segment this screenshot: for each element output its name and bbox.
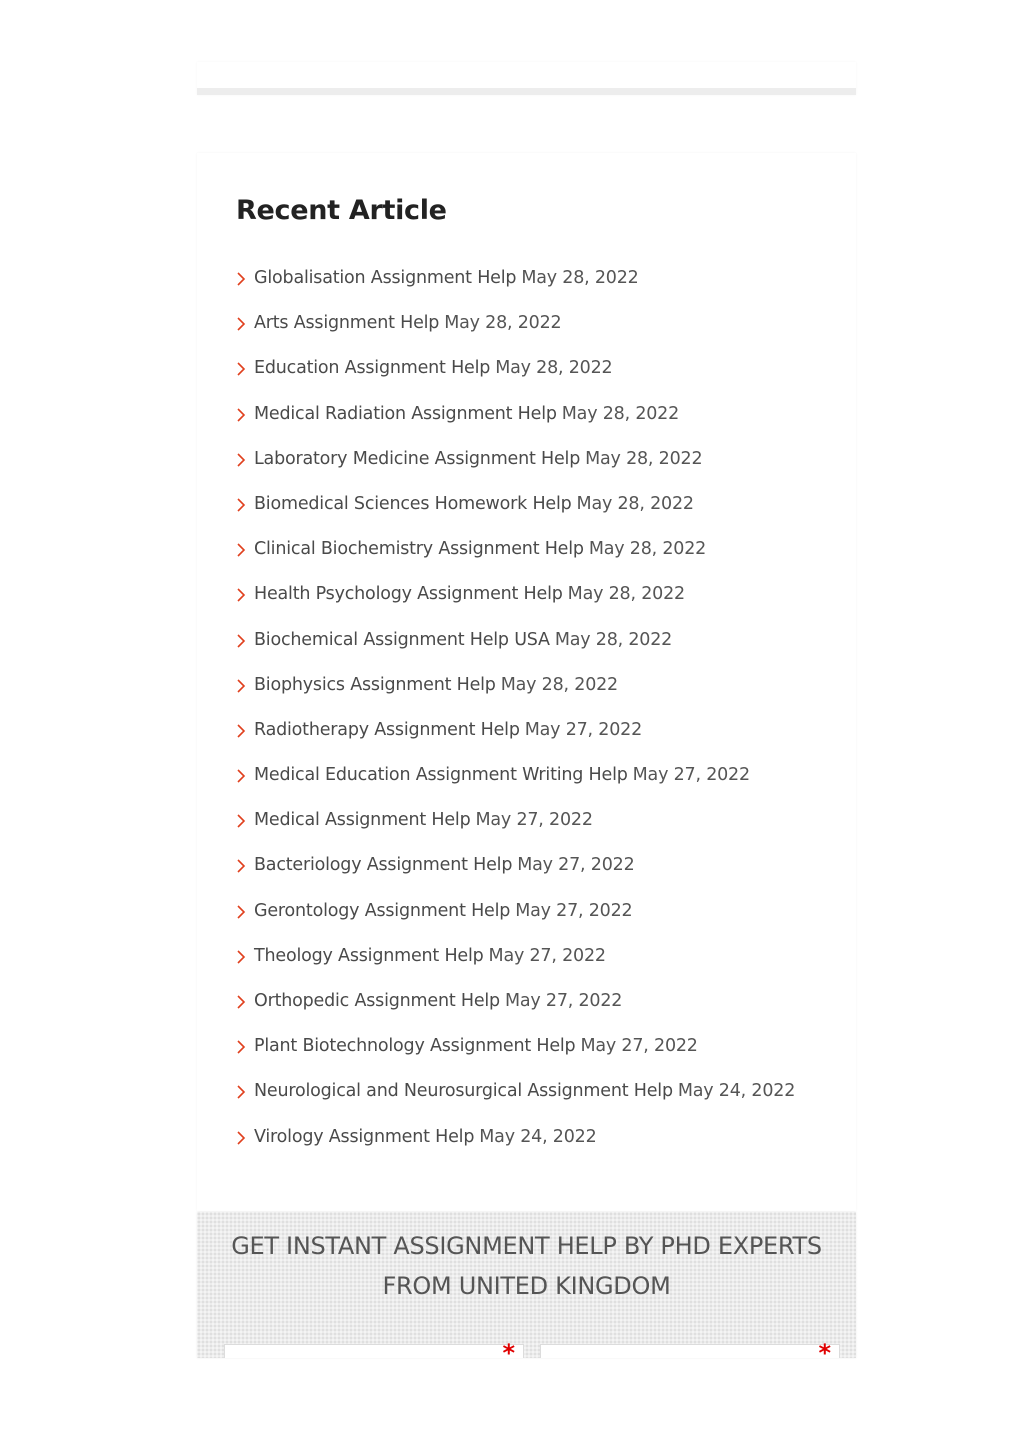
article-date: May 28, 2022: [500, 674, 618, 695]
chevron-right-icon: [236, 542, 246, 560]
chevron-right-icon: [236, 316, 246, 334]
article-link[interactable]: Arts Assignment Help: [254, 313, 440, 334]
list-item: [236, 449, 795, 494]
chevron-right-icon: [236, 813, 246, 831]
article-date: May 24, 2022: [677, 1081, 796, 1102]
article-link[interactable]: Education Assignment Help: [254, 358, 491, 379]
chevron-right-icon: [236, 723, 246, 741]
chevron-right-icon: [236, 361, 246, 379]
chevron-right-icon: [236, 858, 246, 876]
required-asterisk: *: [502, 1339, 515, 1358]
chevron-right-icon: [236, 678, 246, 696]
list-item: [236, 720, 795, 765]
article-link[interactable]: Biomedical Sciences Homework Help: [254, 493, 572, 514]
article-date: May 28, 2022: [554, 629, 673, 650]
list-item: [236, 1036, 795, 1081]
article-date: May 27, 2022: [632, 765, 750, 786]
article-link[interactable]: Medical Assignment Help: [254, 810, 471, 831]
article-date: May 27, 2022: [475, 810, 593, 831]
article-date: May 28, 2022: [495, 358, 613, 379]
article-date: May 27, 2022: [524, 719, 643, 740]
article-date: May 28, 2022: [576, 493, 694, 514]
article-date: May 28, 2022: [444, 313, 562, 334]
recent-articles-list: [236, 268, 795, 1172]
list-item: [236, 1081, 795, 1126]
chevron-right-icon: [236, 1039, 246, 1057]
article-date: May 27, 2022: [517, 855, 635, 876]
article-link[interactable]: Medical Radiation Assignment Help: [254, 403, 557, 424]
article-date: May 27, 2022: [504, 991, 623, 1011]
article-link[interactable]: Globalisation Assignment Help: [254, 268, 517, 288]
list-item: [236, 358, 795, 403]
chevron-right-icon: [236, 949, 246, 967]
chevron-right-icon: [236, 452, 246, 470]
article-link[interactable]: Clinical Biochemistry Assignment Help: [254, 539, 584, 560]
article-date: May 27, 2022: [580, 1036, 698, 1057]
article-link[interactable]: Biochemical Assignment Help USA: [254, 629, 550, 650]
widget-divider-bar: [197, 88, 856, 95]
instant-help-form-widget: [197, 1212, 856, 1358]
list-item: [236, 494, 795, 539]
article-date: May 27, 2022: [515, 900, 633, 921]
article-date: May 27, 2022: [488, 945, 606, 966]
article-link[interactable]: Gerontology Assignment Help: [254, 900, 511, 921]
email-input[interactable]: [540, 1339, 840, 1358]
article-date: May 28, 2022: [561, 403, 680, 424]
list-item: [236, 268, 795, 313]
list-item: [236, 404, 795, 449]
top-widget: [197, 62, 856, 95]
chevron-right-icon: [236, 497, 246, 515]
article-link[interactable]: Plant Biotechnology Assignment Help: [254, 1036, 576, 1057]
article-link[interactable]: Bacteriology Assignment Help: [254, 855, 513, 876]
list-item: [236, 630, 795, 675]
list-item: [236, 855, 795, 900]
article-link[interactable]: Biophysics Assignment Help: [254, 674, 496, 695]
article-link[interactable]: Neurological and Neurosurgical Assignment Help: [254, 1081, 673, 1102]
article-date: May 24, 2022: [479, 1126, 597, 1147]
chevron-right-icon: [236, 587, 246, 605]
article-date: May 28, 2022: [588, 539, 707, 560]
recent-articles-widget: [197, 153, 856, 1211]
chevron-right-icon: [236, 1130, 246, 1148]
name-input[interactable]: [224, 1339, 524, 1358]
list-item: [236, 901, 795, 946]
chevron-right-icon: [236, 1084, 246, 1102]
recent-articles-title: Recent Article: [236, 195, 447, 226]
list-item: [236, 991, 795, 1036]
article-link[interactable]: Theology Assignment Help: [254, 945, 484, 966]
article-date: May 28, 2022: [521, 268, 639, 288]
article-link[interactable]: Orthopedic Assignment Help: [254, 991, 500, 1011]
article-link[interactable]: Virology Assignment Help: [254, 1126, 475, 1147]
form-title-line-1: GET INSTANT ASSIGNMENT HELP BY PHD EXPERTS: [231, 1232, 822, 1260]
form-title: [217, 1226, 836, 1306]
chevron-right-icon: [236, 994, 246, 1012]
form-title-line-2: FROM UNITED KINGDOM: [382, 1272, 671, 1300]
article-link[interactable]: Health Psychology Assignment Help: [254, 584, 563, 605]
list-item: [236, 675, 795, 720]
article-link[interactable]: Radiotherapy Assignment Help: [254, 719, 520, 740]
list-item: [236, 765, 795, 810]
article-date: May 28, 2022: [567, 584, 685, 605]
list-item: [236, 946, 795, 991]
article-link[interactable]: Medical Education Assignment Writing Help: [254, 765, 628, 786]
chevron-right-icon: [236, 768, 246, 786]
list-item: [236, 810, 795, 855]
article-date: May 28, 2022: [585, 448, 703, 469]
list-item: [236, 1127, 795, 1172]
required-asterisk: *: [818, 1339, 831, 1358]
chevron-right-icon: [236, 407, 246, 425]
chevron-right-icon: [236, 271, 246, 289]
article-link[interactable]: Laboratory Medicine Assignment Help: [254, 448, 581, 469]
chevron-right-icon: [236, 633, 246, 651]
chevron-right-icon: [236, 904, 246, 922]
list-item: [236, 584, 795, 629]
list-item: [236, 539, 795, 584]
list-item: [236, 313, 795, 358]
